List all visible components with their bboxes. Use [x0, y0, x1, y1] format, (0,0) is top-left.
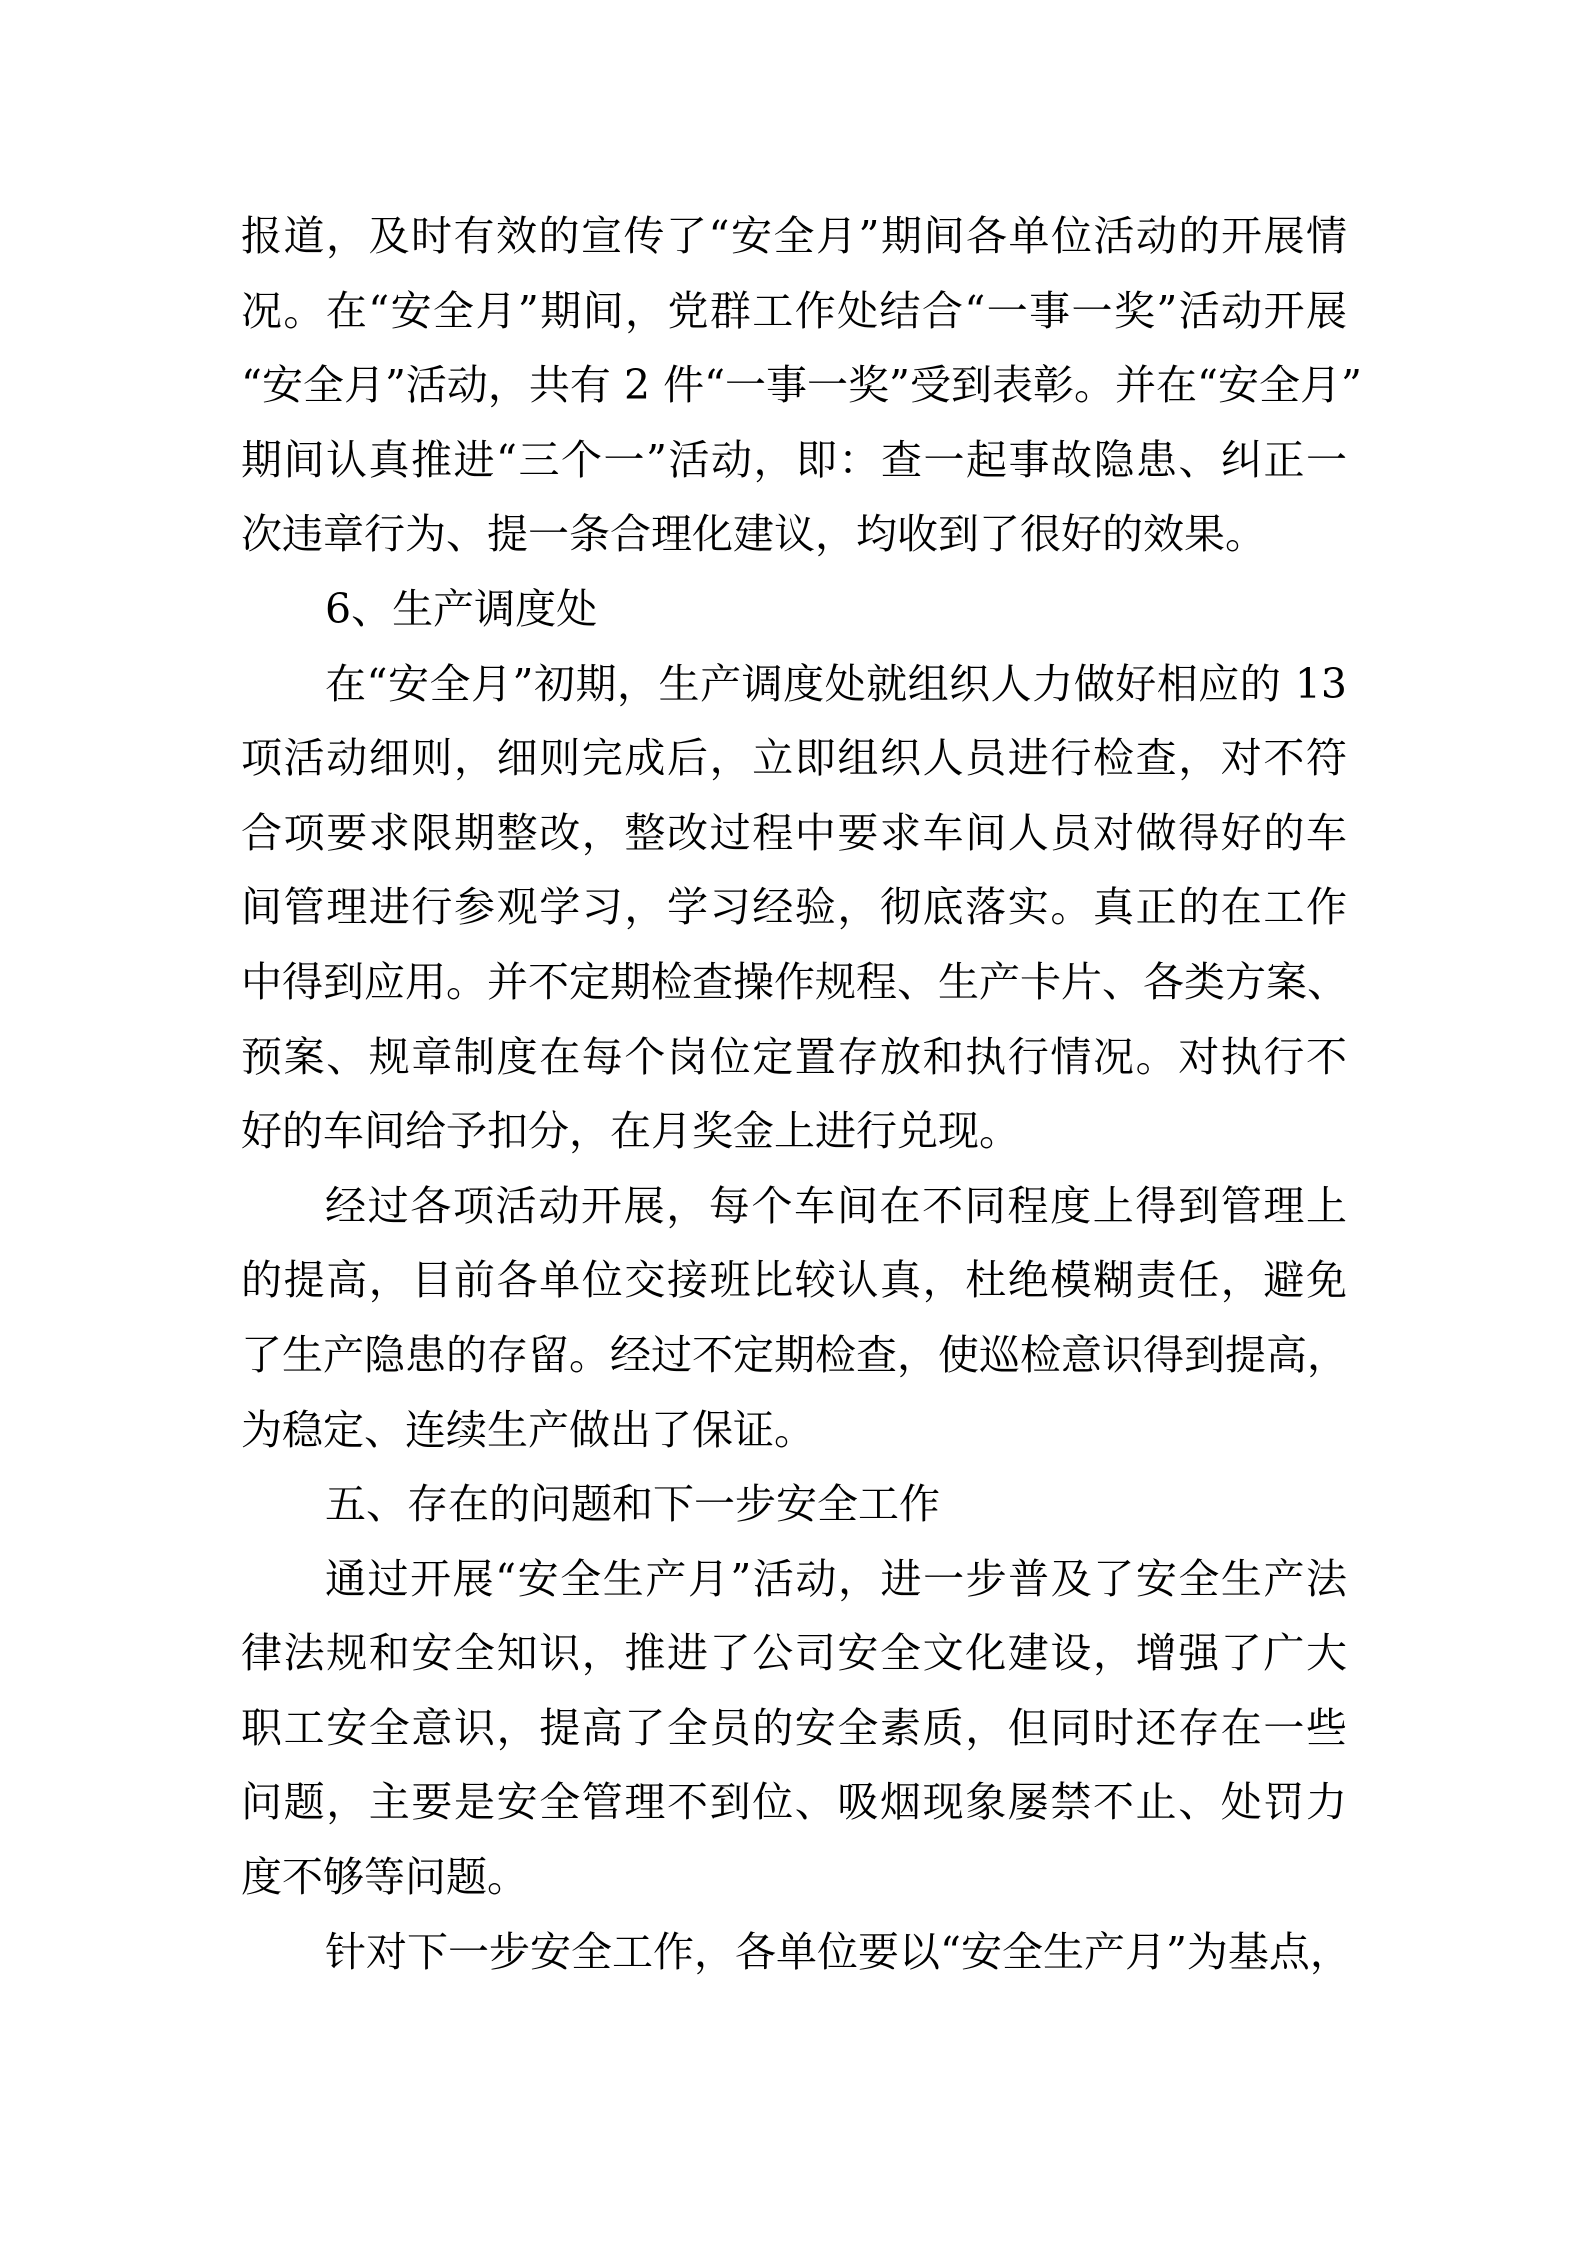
text-line-7: 在“安全月”初期，生产调度处就组织人力做好相应的 13 — [325, 659, 1347, 708]
text-line-5: 次违章行为、提一条合理化建议，均收到了很好的效果。 — [241, 510, 1266, 559]
text-line-22: 问题，主要是安全管理不到位、吸烟现象屡禁不止、处罚力 — [241, 1778, 1347, 1827]
text-line-8: 项活动细则，细则完成后，立即组织人员进行检查，对不符 — [241, 734, 1347, 783]
text-line-3: “安全月”活动，共有 2 件“一事一奖”受到表彰。并在“安全月” — [241, 361, 1362, 410]
document-page — [241, 199, 1362, 1989]
text-line-15: 的提高，目前各单位交接班比较认真，杜绝模糊责任，避免 — [241, 1256, 1347, 1305]
text-line-24: 针对下一步安全工作，各单位要以“安全生产月”为基点， — [325, 1927, 1351, 1976]
text-line-9: 合项要求限期整改，整改过程中要求车间人员对做得好的车 — [241, 808, 1347, 857]
text-line-1: 报道，及时有效的宣传了“安全月”期间各单位活动的开展情 — [241, 212, 1347, 260]
text-line-21: 职工安全意识，提高了全员的安全素质，但同时还存在一些 — [241, 1703, 1347, 1752]
text-line-2: 况。在“安全月”期间，党群工作处结合“一事一奖”活动开展 — [241, 286, 1347, 335]
text-line-14: 经过各项活动开展，每个车间在不同程度上得到管理上 — [325, 1181, 1347, 1230]
text-line-19: 通过开展“安全生产月”活动，进一步普及了安全生产法 — [325, 1554, 1347, 1603]
section-heading-issues-next-steps: 五、存在的问题和下一步安全工作 — [325, 1480, 940, 1529]
text-line-13: 好的车间给予扣分，在月奖金上进行兑现。 — [241, 1107, 1020, 1156]
text-line-16: 了生产隐患的存留。经过不定期检查，使巡检意识得到提高， — [241, 1330, 1348, 1379]
text-line-12: 预案、规章制度在每个岗位定置存放和执行情况。对执行不 — [241, 1032, 1347, 1081]
text-line-23: 度不够等问题。 — [241, 1853, 528, 1902]
text-line-4: 期间认真推进“三个一”活动，即：查一起事故隐患、纠正一 — [241, 435, 1347, 484]
text-line-10: 间管理进行参观学习，学习经验，彻底落实。真正的在工作 — [241, 883, 1347, 932]
text-line-20: 律法规和安全知识，推进了公司安全文化建设，增强了广大 — [241, 1629, 1347, 1678]
text-line-11: 中得到应用。并不定期检查操作规程、生产卡片、各类方案、 — [241, 957, 1348, 1006]
text-line-17: 为稳定、连续生产做出了保证。 — [241, 1405, 815, 1454]
section-heading-production-dispatch: 6、生产调度处 — [325, 584, 598, 633]
